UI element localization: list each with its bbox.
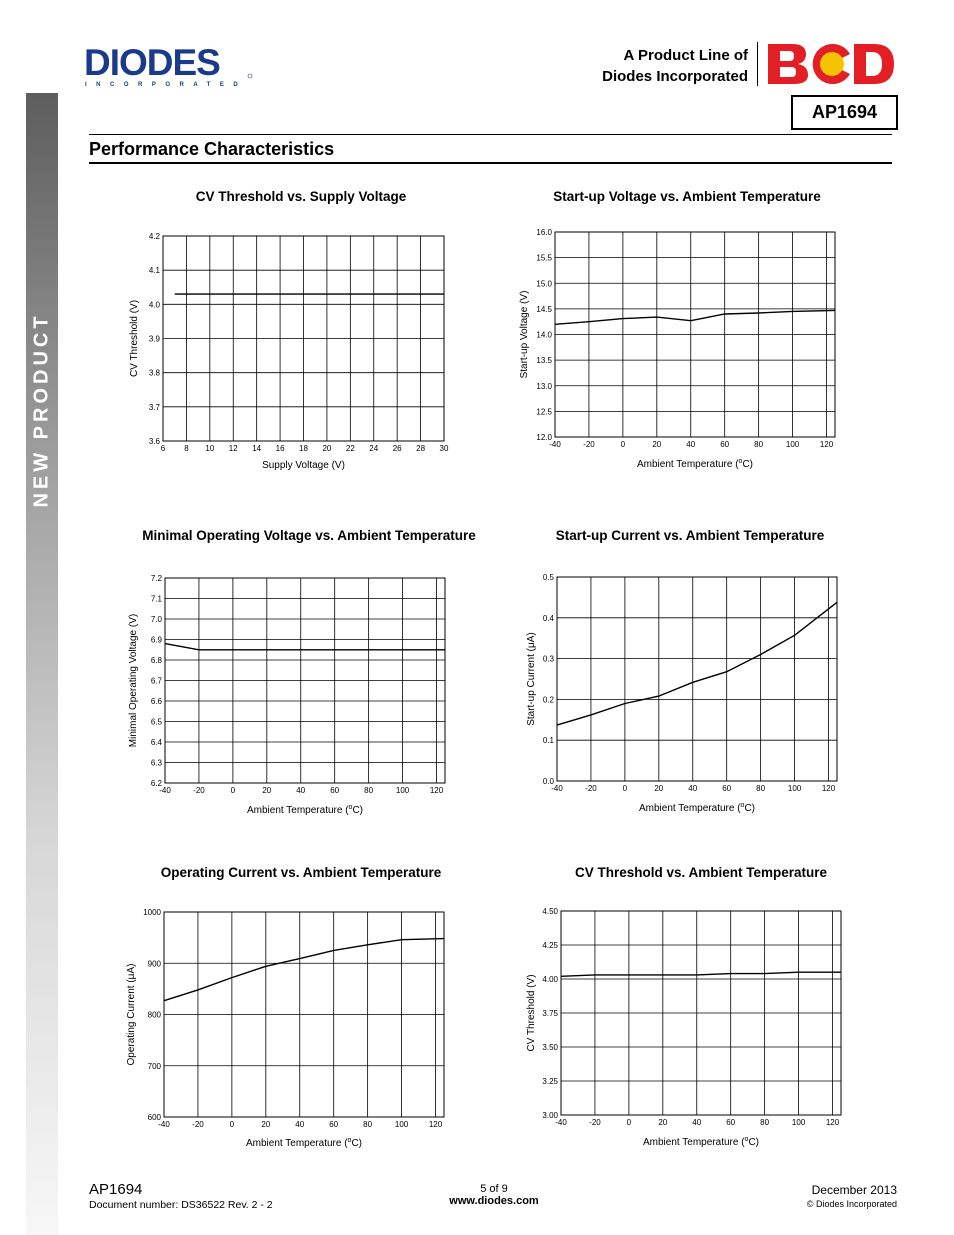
chart-2-ytick-label: 13.5 [536,356,552,366]
chart-5-ytick-label: 700 [147,1061,161,1071]
chart-1-xtick-label: 10 [205,444,215,453]
chart-3-ylabel: Minimal Operating Voltage (V) [128,613,139,748]
chart-5-xtick-label: 60 [329,1120,339,1129]
chart-2-xtick-label: 120 [819,440,834,449]
logo-wordmark: DIODES [84,42,220,83]
chart-2-xtick-label: 20 [652,440,662,449]
chart-2-ylabel: Start-up Voltage (V) [519,290,530,379]
chart-2-xtick-label: 0 [620,440,626,449]
footer-page-number: 5 of 9 [480,1183,508,1195]
chart-1-ytick-label: 3.8 [148,368,160,378]
chart-1-xtick-label: 12 [228,444,238,453]
chart-3-ytick-label: 7.0 [150,615,162,624]
chart-1-xtick-label: 18 [299,444,308,453]
product-line-2: Diodes Incorporated [602,68,748,85]
chart-4-xtick-label: 60 [722,784,732,793]
chart-3-xlabel: Ambient Temperature ($^o$C) [247,804,363,816]
chart-3-xtick-label: -40 [159,786,171,795]
chart-6-ytick-label: 4.00 [542,975,558,984]
part-number-box: AP1694 [791,95,898,130]
chart-5-ylabel: Operating Current (μA) [126,963,137,1066]
chart-1-xlabel: Supply Voltage (V) [262,460,345,471]
chart-2-ytick-label: 12.0 [536,433,552,442]
chart-3-ytick-label: 6.6 [150,697,162,706]
chart-1-ytick-label: 3.6 [148,437,160,446]
chart-3-ytick-label: 6.3 [150,758,162,768]
chart-5-ytick-label: 900 [147,959,161,969]
chart-2-xtick-label: 100 [785,440,800,449]
chart-6-xlabel: Ambient Temperature ($^o$C) [643,1136,759,1148]
chart-4-xtick-label: 100 [787,784,802,793]
chart-6-xtick-label: 100 [791,1118,806,1127]
chart-2-ytick-label: 16.0 [536,228,552,237]
chart-6-ytick-label: 3.50 [542,1043,558,1052]
chart-6-ytick-label: 3.00 [542,1111,558,1120]
chart-6-ytick-label: 3.75 [542,1009,558,1018]
chart-2-xlabel: Ambient Temperature ($^o$C) [637,458,753,470]
chart-1-xtick-label: 14 [252,444,262,453]
chart-5-xtick-label: 20 [261,1120,271,1129]
chart-5-xlabel: Ambient Temperature ($^o$C) [246,1137,362,1149]
footer-document-number: Document number: DS36522 Rev. 2 - 2 [89,1199,273,1211]
chart-6-ytick-label: 4.25 [542,941,558,950]
chart-3-xtick-label: 100 [395,786,410,795]
section-title: Performance Characteristics [89,139,335,159]
chart-2-ytick-label: 12.5 [536,407,552,417]
chart-6-xtick-label: 120 [825,1118,840,1127]
chart-4-ytick-label: 0.3 [542,654,554,664]
chart-4-xlabel: Ambient Temperature ($^o$C) [639,802,755,814]
chart-3-xtick-label: 80 [364,786,374,795]
footer-date: December 2013 [811,1183,897,1197]
chart-1-xtick-label: 6 [160,444,166,453]
chart-6-xtick-label: -40 [555,1118,567,1127]
chart-2-xtick-label: 80 [754,440,764,449]
footer-right [807,1183,897,1209]
chart-6-ytick-label: 3.25 [542,1077,558,1086]
chart-2-ytick-label: 14.0 [536,330,552,340]
chart-5-ytick-label: 600 [147,1113,161,1122]
chart-5-xtick-label: -20 [192,1120,204,1129]
chart-4-title: Start-up Current vs. Ambient Temperature [555,528,825,543]
product-line-1: A Product Line of [623,47,748,64]
chart-5-xtick-label: 40 [295,1120,305,1129]
chart-1-ylabel: CV Threshold (V) [129,299,140,378]
chart-5-xtick-label: 100 [394,1120,409,1129]
chart-3-ytick-label: 7.2 [150,574,162,583]
chart-3-ytick-label: 6.7 [150,676,162,686]
chart-4-xtick-label: 0 [622,784,628,793]
logo-subtext: INCORPORATED [85,82,248,88]
chart-4-ylabel: Start-up Current (μA) [526,632,537,726]
chart-2-xtick-label: -20 [583,440,595,449]
footer-left [89,1181,273,1211]
chart-6-xtick-label: 60 [726,1118,736,1127]
chart-1-ytick-label: 3.9 [148,334,160,344]
chart-4-ytick-label: 0.4 [542,613,554,623]
footer-url-link[interactable]: www.diodes.com [449,1195,539,1207]
chart-3-title: Minimal Operating Voltage vs. Ambient Temperature [142,528,476,543]
footer-part-number: AP1694 [89,1181,143,1198]
chart-4-frame [557,577,837,781]
chart-4-ytick-label: 0.5 [542,573,554,582]
chart-6-ylabel: CV Threshold (V) [526,974,537,1052]
chart-2-ytick-label: 15.0 [536,279,552,289]
chart-5-xtick-label: 120 [428,1120,443,1129]
chart-2-ytick-label: 14.5 [536,304,552,314]
chart-5-ytick-label: 800 [147,1010,161,1020]
chart-1-ytick-label: 4.1 [148,266,160,276]
chart-5-xtick-label: 80 [363,1120,373,1129]
chart-2-title: Start-up Voltage vs. Ambient Temperature [553,189,821,204]
chart-4-series-line [557,602,837,725]
chart-6-xtick-label: 80 [760,1118,770,1127]
chart-5-title: Operating Current vs. Ambient Temperature [160,865,442,880]
chart-2-series-line [555,310,835,324]
chart-1-xtick-label: 16 [275,444,285,453]
chart-3-xtick-label: 40 [296,786,306,795]
chart-3-xtick-label: -20 [193,786,205,795]
footer-center [449,1183,538,1207]
chart-1-xtick-label: 8 [184,444,189,453]
chart-5-xtick-label: -40 [158,1120,170,1129]
chart-3-series-line [165,644,445,650]
chart-1-xtick-label: 24 [369,444,379,453]
chart-1-ytick-label: 4.0 [148,300,160,310]
chart-1-ytick-label: 4.2 [148,232,160,241]
chart-1-xtick-label: 20 [322,444,332,453]
chart-6-xtick-label: -20 [589,1118,601,1127]
chart-4-ytick-label: 0.0 [542,777,554,786]
sidebar-label: NEW PRODUCT [30,312,53,508]
chart-6-xtick-label: 40 [692,1118,702,1127]
chart-6-series-line [561,972,841,976]
chart-4-ytick-label: 0.1 [542,736,554,746]
chart-1-xtick-label: 22 [345,444,355,453]
chart-1-xtick-label: 28 [416,444,426,453]
footer-copyright: © Diodes Incorporated [806,1199,897,1209]
chart-4-xtick-label: 80 [756,784,766,793]
chart-3-ytick-label: 6.4 [150,738,162,747]
chart-3-ytick-label: 6.5 [150,717,162,727]
chart-6-xtick-label: 0 [626,1118,632,1127]
chart-2-ytick-label: 15.5 [536,253,552,263]
chart-2-ytick-label: 13.0 [536,381,552,391]
chart-2-xtick-label: 60 [720,440,730,449]
chart-6-title: CV Threshold vs. Ambient Temperature [574,865,828,880]
chart-2-xtick-label: -40 [549,440,561,449]
chart-3-xtick-label: 0 [230,786,236,795]
chart-3-ytick-label: 6.2 [150,779,162,788]
chart-1-xtick-label: 26 [392,444,402,453]
chart-4-xtick-label: 20 [654,784,664,793]
chart-1-xtick-label: 30 [439,444,449,453]
chart-3-xtick-label: 120 [429,786,444,795]
chart-5-ytick-label: 1000 [143,908,161,917]
chart-3-ytick-label: 6.9 [150,635,162,645]
chart-4-xtick-label: 120 [821,784,836,793]
chart-5-series-line [164,939,444,1001]
chart-4-xtick-label: -20 [585,784,597,793]
chart-3-ytick-label: 7.1 [150,594,162,604]
chart-4-xtick-label: 40 [688,784,698,793]
chart-1-title: CV Threshold vs. Supply Voltage [195,189,407,204]
chart-3-xtick-label: 60 [330,786,340,795]
chart-6-ytick-label: 4.50 [542,907,558,916]
chart-1-ytick-label: 3.7 [148,402,160,412]
chart-3-xtick-label: 20 [262,786,272,795]
chart-4-ytick-label: 0.2 [542,695,554,705]
chart-6-xtick-label: 20 [658,1118,668,1127]
chart-5-xtick-label: 0 [229,1120,235,1129]
chart-4-xtick-label: -40 [551,784,563,793]
chart-2-xtick-label: 40 [686,440,696,449]
chart-3-ytick-label: 6.8 [150,656,162,665]
